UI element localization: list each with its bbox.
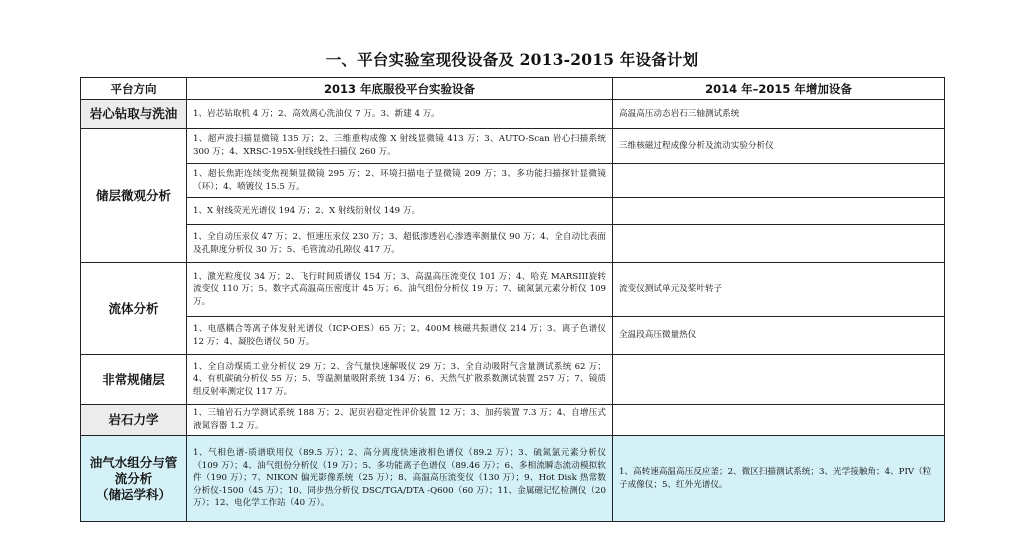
planned-equipment-cell: 1、高转速高温高压反应釜；2、微区扫描测试系统；3、光学接触角；4、PIV（粒子成像仪；5、红外光谱仪。 (613, 436, 945, 522)
equipment-table (80, 77, 945, 522)
planned-equipment-cell (613, 225, 945, 263)
table-row (81, 164, 945, 198)
category-cell (81, 436, 187, 522)
page-title: 一、平台实验室现役设备及 2013-2015 年设备计划 (325, 50, 699, 69)
planned-equipment-cell: 高温高压动态岩石三轴测试系统 (613, 100, 945, 129)
current-equipment-cell: 1、激光粒度仪 34 万；2、飞行时间质谱仪 154 万；3、高温高压流变仪 101 万；4、哈克 MARSIII旋转流变仪 110 万；5、数字式高温高压密度计 45 万；6、油气组份分析仪 19 万；7、硫氮氯元素分析仪 109 万。 (187, 263, 613, 317)
current-equipment-cell: 1、超声波扫描显微镜 135 万；2、三维重构成像 X 射线显微镜 413 万；3、AUTO-Scan 岩心扫描系统 300 万；4、XRSC-195X-射线线性扫描仪 260 万。 (187, 129, 613, 164)
current-equipment-cell: 1、超长焦距连续变焦视频显微镜 295 万；2、环境扫描电子显微镜 209 万；3、多功能扫描探针显微镜（环）；4、喷镀仪 15.5 万。 (187, 164, 613, 198)
category-line: 流分析 (114, 470, 153, 486)
current-equipment-cell: 1、气相色谱-质谱联用仪（89.5 万）；2、高分离度快速液相色谱仪（89.2 万）；3、硫氮氯元素分析仪（109 万）；4、油气组份分析仪（19 万）；5、多功能离子色谱仪（89.46 万）；6、多相流瞬态流动模拟软件（190 万）；7、NIKON 偏光影像系统（25 万）；8、高温高压流变仪（130 万）；9、Hot Disk 热常数分析仪-1500（45 万）；10、同步热分析仪 DSC/TGA/DTA -Q600（60 万）；11、金属磁记忆检测仪（20 万）；12、电化学工作站（40 万）。 (187, 436, 613, 522)
planned-equipment-cell (613, 355, 945, 405)
category-cell: 岩心钻取与洗油 (81, 100, 187, 129)
category-cell: 岩石力学 (81, 405, 187, 436)
planned-equipment-cell: 三维核磁过程成像分析及流动实验分析仪 (613, 129, 945, 164)
table-row (81, 355, 945, 405)
table-row (81, 405, 945, 436)
table-row (81, 436, 945, 522)
header-current-equipment: 2013 年底服役平台实验设备 (187, 78, 613, 100)
category-line: 油气水组分与管 (89, 454, 178, 470)
header-direction: 平台方向 (81, 78, 187, 100)
current-equipment-cell: 1、电感耦合等离子体发射光谱仪（ICP-OES）65 万；2、400M 核磁共振谱仪 214 万；3、离子色谱仪 12 万；4、凝胶色谱仪 50 万。 (187, 317, 613, 355)
current-equipment-cell: 1、岩芯钻取机 4 万；2、高效离心洗油仪 7 万。3、新建 4 万。 (187, 100, 613, 129)
table-row (81, 100, 945, 129)
current-equipment-cell: 1、三轴岩石力学测试系统 188 万；2、泥页岩稳定性评价装置 12 万；3、加药装置 7.3 万；4、自增压式液氮容器 1.2 万。 (187, 405, 613, 436)
planned-equipment-cell (613, 164, 945, 198)
table-header-row (81, 78, 945, 100)
category-cell: 流体分析 (81, 263, 187, 355)
planned-equipment-cell: 全温段高压微量热仪 (613, 317, 945, 355)
planned-equipment-cell (613, 198, 945, 225)
table-row (81, 198, 945, 225)
planned-equipment-cell: 流变仪测试单元及桨叶转子 (613, 263, 945, 317)
current-equipment-cell: 1、全自动压汞仪 47 万；2、恒速压汞仪 230 万；3、超低渗透岩心渗透率测量仪 90 万；4、全自动比表面及孔隙度分析仪 30 万；5、毛管流动孔隙仪 417 万。 (187, 225, 613, 263)
category-cell: 储层微观分析 (81, 129, 187, 263)
planned-equipment-cell (613, 405, 945, 436)
current-equipment-cell: 1、全自动煤质工业分析仪 29 万；2、含气量快速解吸仪 29 万；3、全自动吸附气含量测试系统 62 万；4、有机碳硫分析仪 55 万；5、等温测量吸附系统 134 万；6、天然气扩散系数测试装置 257 万；7、镜质组反射率测定仪 117 万。 (187, 355, 613, 405)
current-equipment-cell: 1、X 射线荧光光谱仪 194 万；2、X 射线衍射仪 149 万。 (187, 198, 613, 225)
table-row (81, 317, 945, 355)
table-row (81, 225, 945, 263)
category-line: （储运学科） (95, 486, 171, 502)
category-cell: 非常规储层 (81, 355, 187, 405)
table-row (81, 263, 945, 317)
table-row (81, 129, 945, 164)
header-planned-equipment: 2014 年–2015 年增加设备 (613, 78, 945, 100)
